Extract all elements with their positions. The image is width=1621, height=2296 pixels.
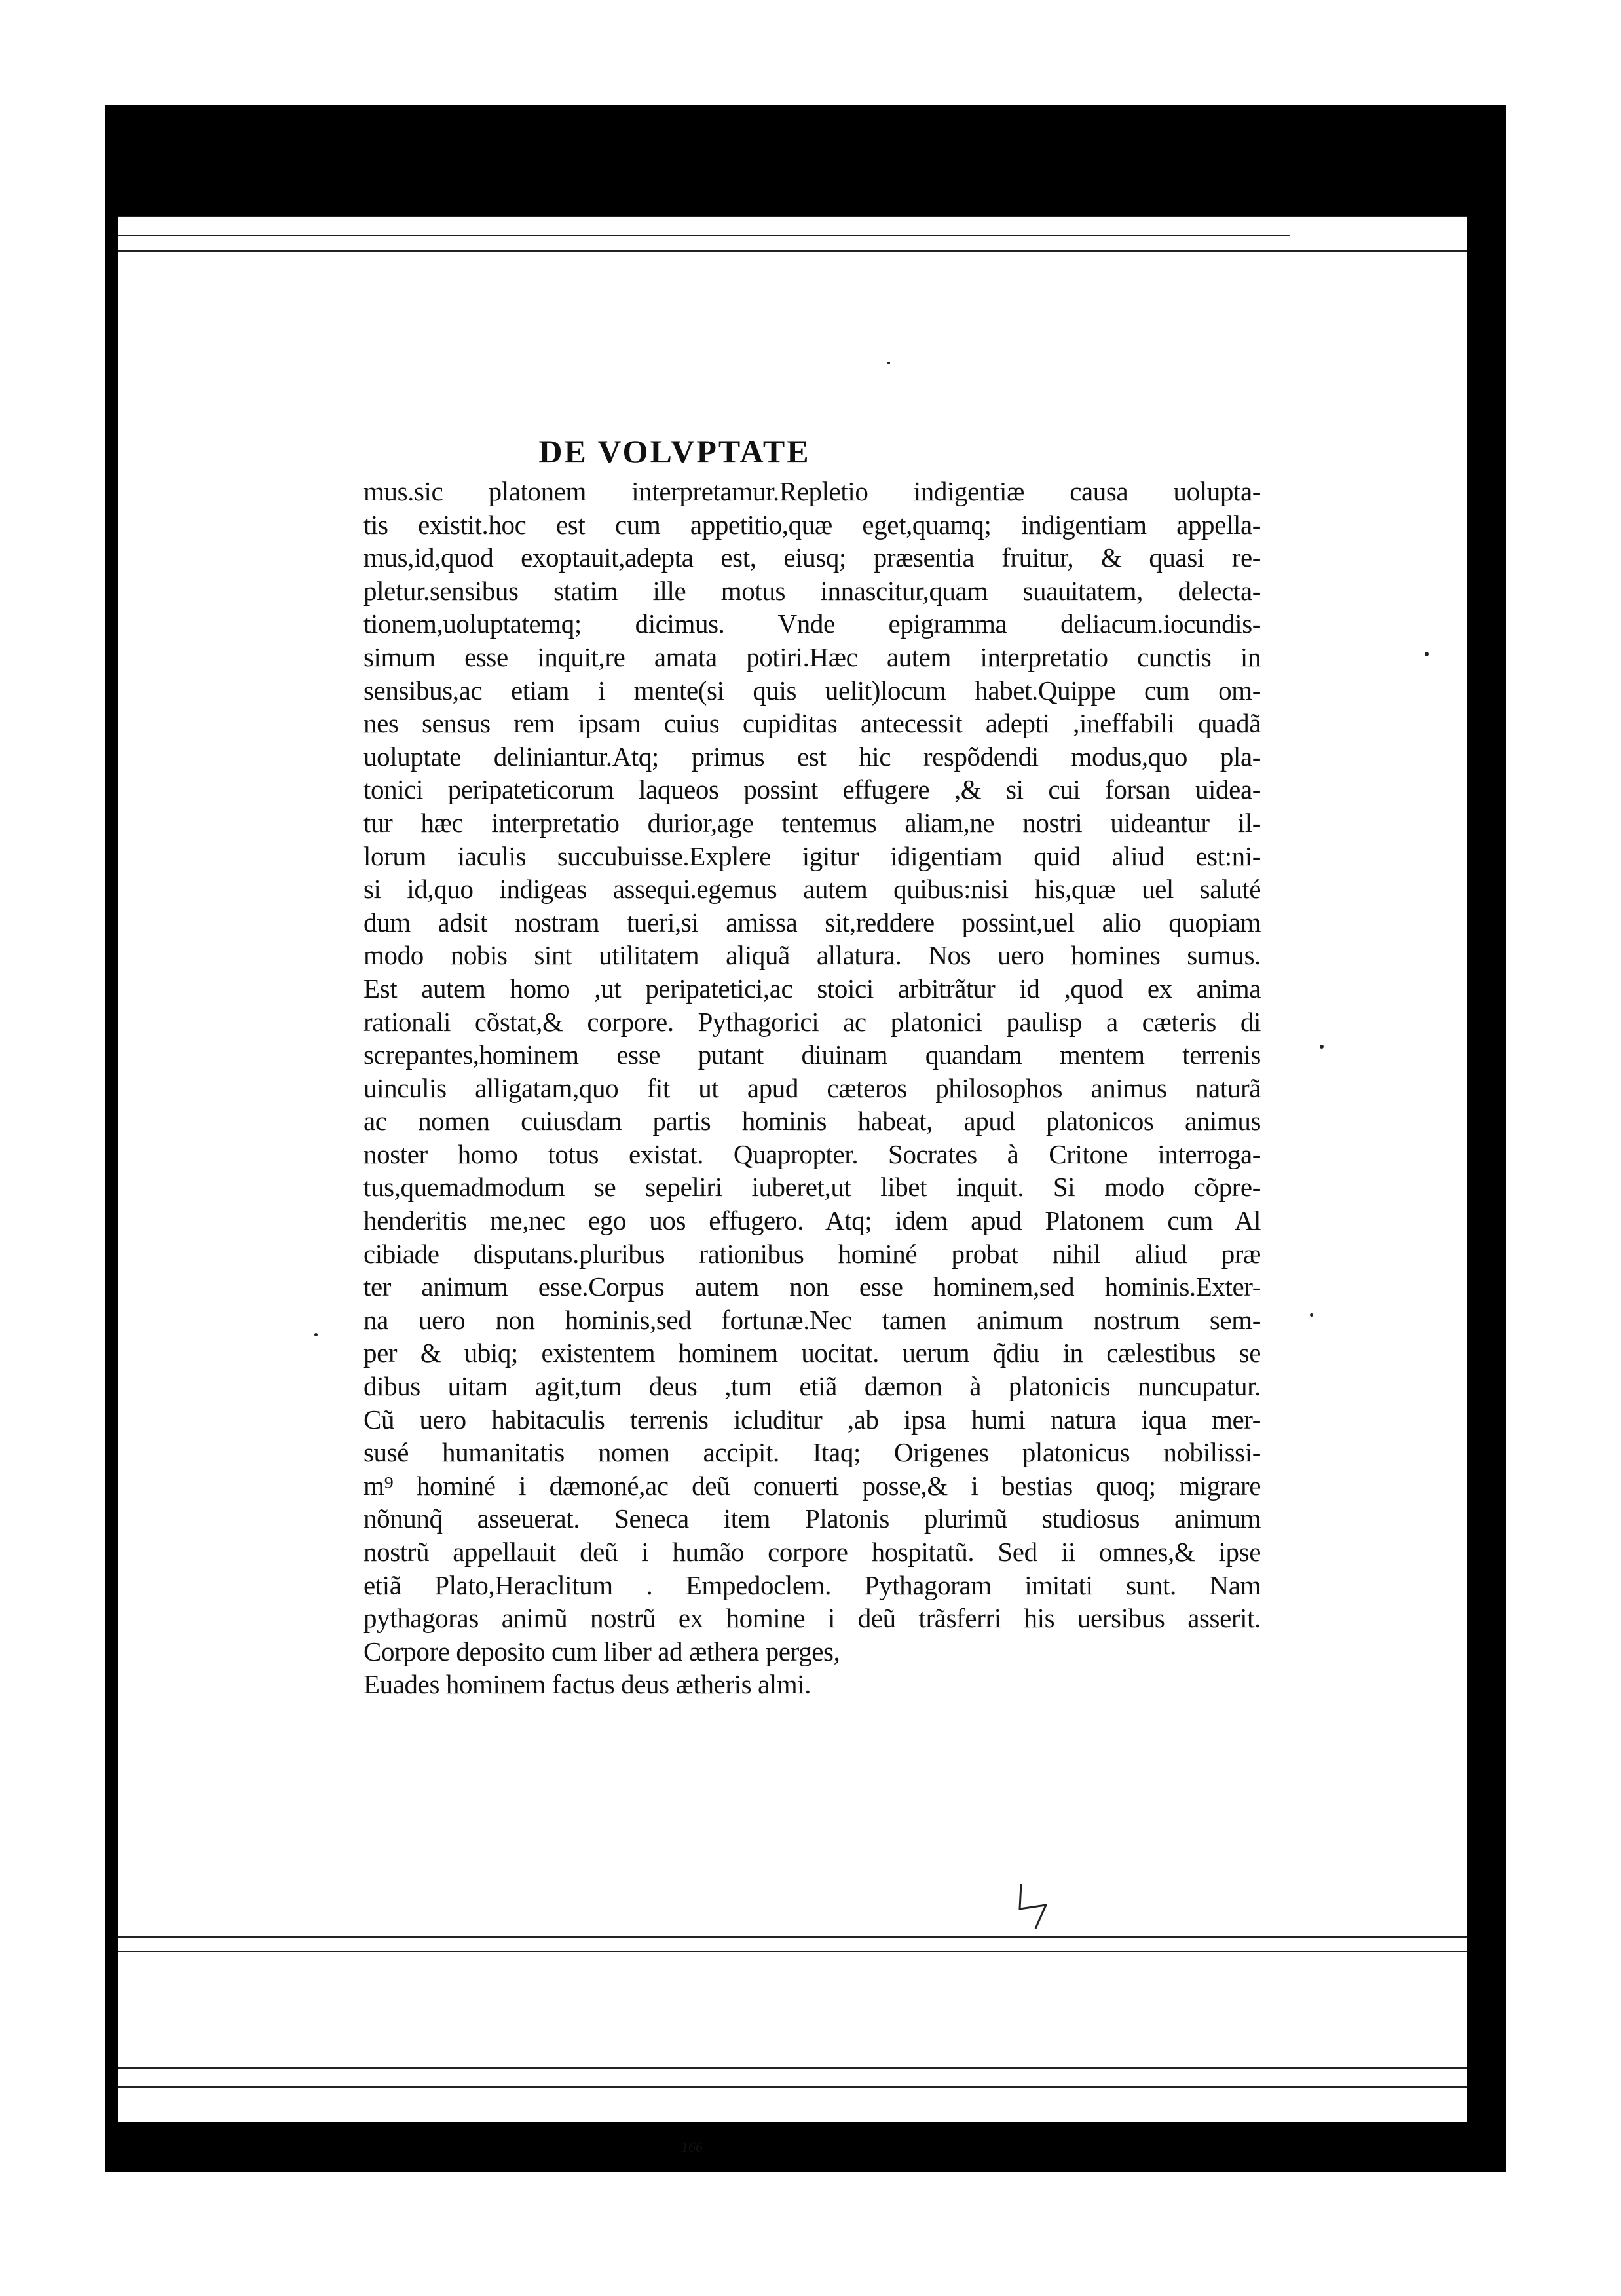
ink-speck bbox=[887, 362, 890, 364]
text-line: noster homo totus existat. Quapropter. Socrates à Critone interroga- bbox=[363, 1139, 1261, 1169]
text-line: mus.sic platonem interpretamur.Repletio indigentiæ causa uolupta- bbox=[363, 476, 1261, 506]
top-rule bbox=[118, 250, 1467, 252]
ink-speck bbox=[1425, 652, 1429, 656]
pen-mark-icon bbox=[1012, 1880, 1058, 1932]
scan-border bbox=[105, 105, 1506, 2172]
text-line: na uero non hominis,sed fortunæ.Nec tamen animum nostrum sem- bbox=[363, 1304, 1261, 1335]
top-rule bbox=[118, 216, 1467, 217]
text-line: simum esse inquit,re amata potiri.Hæc autem interpretatio cunctis in bbox=[363, 641, 1261, 672]
page-title: DE VOLVPTATE bbox=[538, 433, 811, 470]
verse-line: Euades hominem factus deus ætheris almi. bbox=[363, 1669, 811, 1700]
bottom-rule bbox=[118, 2067, 1467, 2069]
text-line: modo nobis sint utilitatem aliquã allatura. Nos uero homines sumus. bbox=[363, 940, 1261, 971]
folio-number: 166 bbox=[681, 2139, 703, 2155]
text-line: Est autem homo ,ut peripatetici,ac stoici arbitrãtur id ,quod ex anima bbox=[363, 973, 1261, 1004]
text-line: screpantes,hominem esse putant diuinam quandam mentem terrenis bbox=[363, 1040, 1261, 1070]
text-line: cibiade disputans.pluribus rationibus hominé probat nihil aliud præ bbox=[363, 1238, 1261, 1269]
text-line: tur hæc interpretatio durior,age tentemus aliam,ne nostri uideantur il- bbox=[363, 807, 1261, 838]
text-line: si id,quo indigeas assequi.egemus autem quibus:nisi his,quæ uel saluté bbox=[363, 874, 1261, 905]
text-line: mus,id,quod exoptauit,adepta est, eiusq; præsentia fruitur, & quasi re- bbox=[363, 542, 1261, 573]
ink-speck bbox=[314, 1333, 318, 1336]
text-line: tus,quemadmodum se sepeliri iuberet,ut libet inquit. Si modo cõpre- bbox=[363, 1172, 1261, 1203]
text-line: nostrũ appellauit deũ i humão corpore hospitatũ. Sed ii omnes,& ipse bbox=[363, 1537, 1261, 1567]
ink-speck bbox=[1320, 1045, 1324, 1049]
text-line: ac nomen cuiusdam partis hominis habeat, apud platonicos animus bbox=[363, 1106, 1261, 1137]
text-line: dum adsit nostram tueri,si amissa sit,reddere possint,uel alio quopiam bbox=[363, 907, 1261, 937]
text-block bbox=[363, 475, 1261, 1701]
text-line: tionem,uoluptatemq; dicimus. Vnde epigramma deliacum.iocundis- bbox=[363, 609, 1261, 639]
verse-line: Corpore deposito cum liber ad æthera perges, bbox=[363, 1636, 840, 1666]
text-line: uinculis alligatam,quo fit ut apud cæteros philosophos animus naturã bbox=[363, 1072, 1261, 1103]
text-line: tis existit.hoc est cum appetitio,quæ eget,quamq; indigentiam appella- bbox=[363, 509, 1261, 540]
text-line: henderitis me,nec ego uos effugero. Atq; idem apud Platonem cum Al bbox=[363, 1205, 1261, 1236]
text-line: nõnunq̃ asseuerat. Seneca item Platonis plurimũ studiosus animum bbox=[363, 1503, 1261, 1534]
bottom-rule bbox=[118, 2086, 1467, 2088]
bottom-rule bbox=[118, 1951, 1467, 1952]
text-line: uoluptate deliniantur.Atq; primus est hic respõdendi modus,quo pla- bbox=[363, 741, 1261, 772]
text-line: Cũ uero habitaculis terrenis icluditur ,ab ipsa humi natura iqua mer- bbox=[363, 1404, 1261, 1435]
text-line: rationali cõstat,& corpore. Pythagorici ac platonici paulisp a cæteris di bbox=[363, 1006, 1261, 1037]
text-line: sensibus,ac etiam i mente(si quis uelit)locum habet.Quippe cum om- bbox=[363, 675, 1261, 706]
bottom-rule bbox=[118, 1936, 1467, 1938]
text-line: m⁹ hominé i dæmoné,ac deũ conuerti posse,& i bestias quoq; migrare bbox=[363, 1470, 1261, 1501]
text-line: per & ubiq; existentem hominem uocitat. uerum q̃diu in cælestibus se bbox=[363, 1338, 1261, 1368]
text-line: nes sensus rem ipsam cuius cupiditas antecessit adepti ,ineffabili quadã bbox=[363, 708, 1261, 739]
text-line: pythagoras animũ nostrũ ex homine i deũ trãsferri his uersibus asserit. bbox=[363, 1603, 1261, 1634]
text-line: etiã Plato,Heraclitum . Empedoclem. Pythagoram imitati sunt. Nam bbox=[363, 1570, 1261, 1600]
ink-speck bbox=[1310, 1313, 1313, 1317]
text-line: ter animum esse.Corpus autem non esse hominem,sed hominis.Exter- bbox=[363, 1271, 1261, 1302]
text-line: susé humanitatis nomen accipit. Itaq; Origenes platonicus nobilissi- bbox=[363, 1437, 1261, 1468]
book-page bbox=[118, 216, 1467, 2155]
text-line: lorum iaculis succubuisse.Explere igitur idigentiam quid aliud est:ni- bbox=[363, 840, 1261, 871]
top-rule bbox=[118, 235, 1290, 236]
text-line: pletur.sensibus statim ille motus innascitur,quam suauitatem, delecta- bbox=[363, 575, 1261, 606]
text-line: dibus uitam agit,tum deus ,tum etiã dæmon à platonicis nuncupatur. bbox=[363, 1371, 1261, 1402]
text-line: tonici peripateticorum laqueos possint effugere ,& si cui forsan uidea- bbox=[363, 774, 1261, 805]
